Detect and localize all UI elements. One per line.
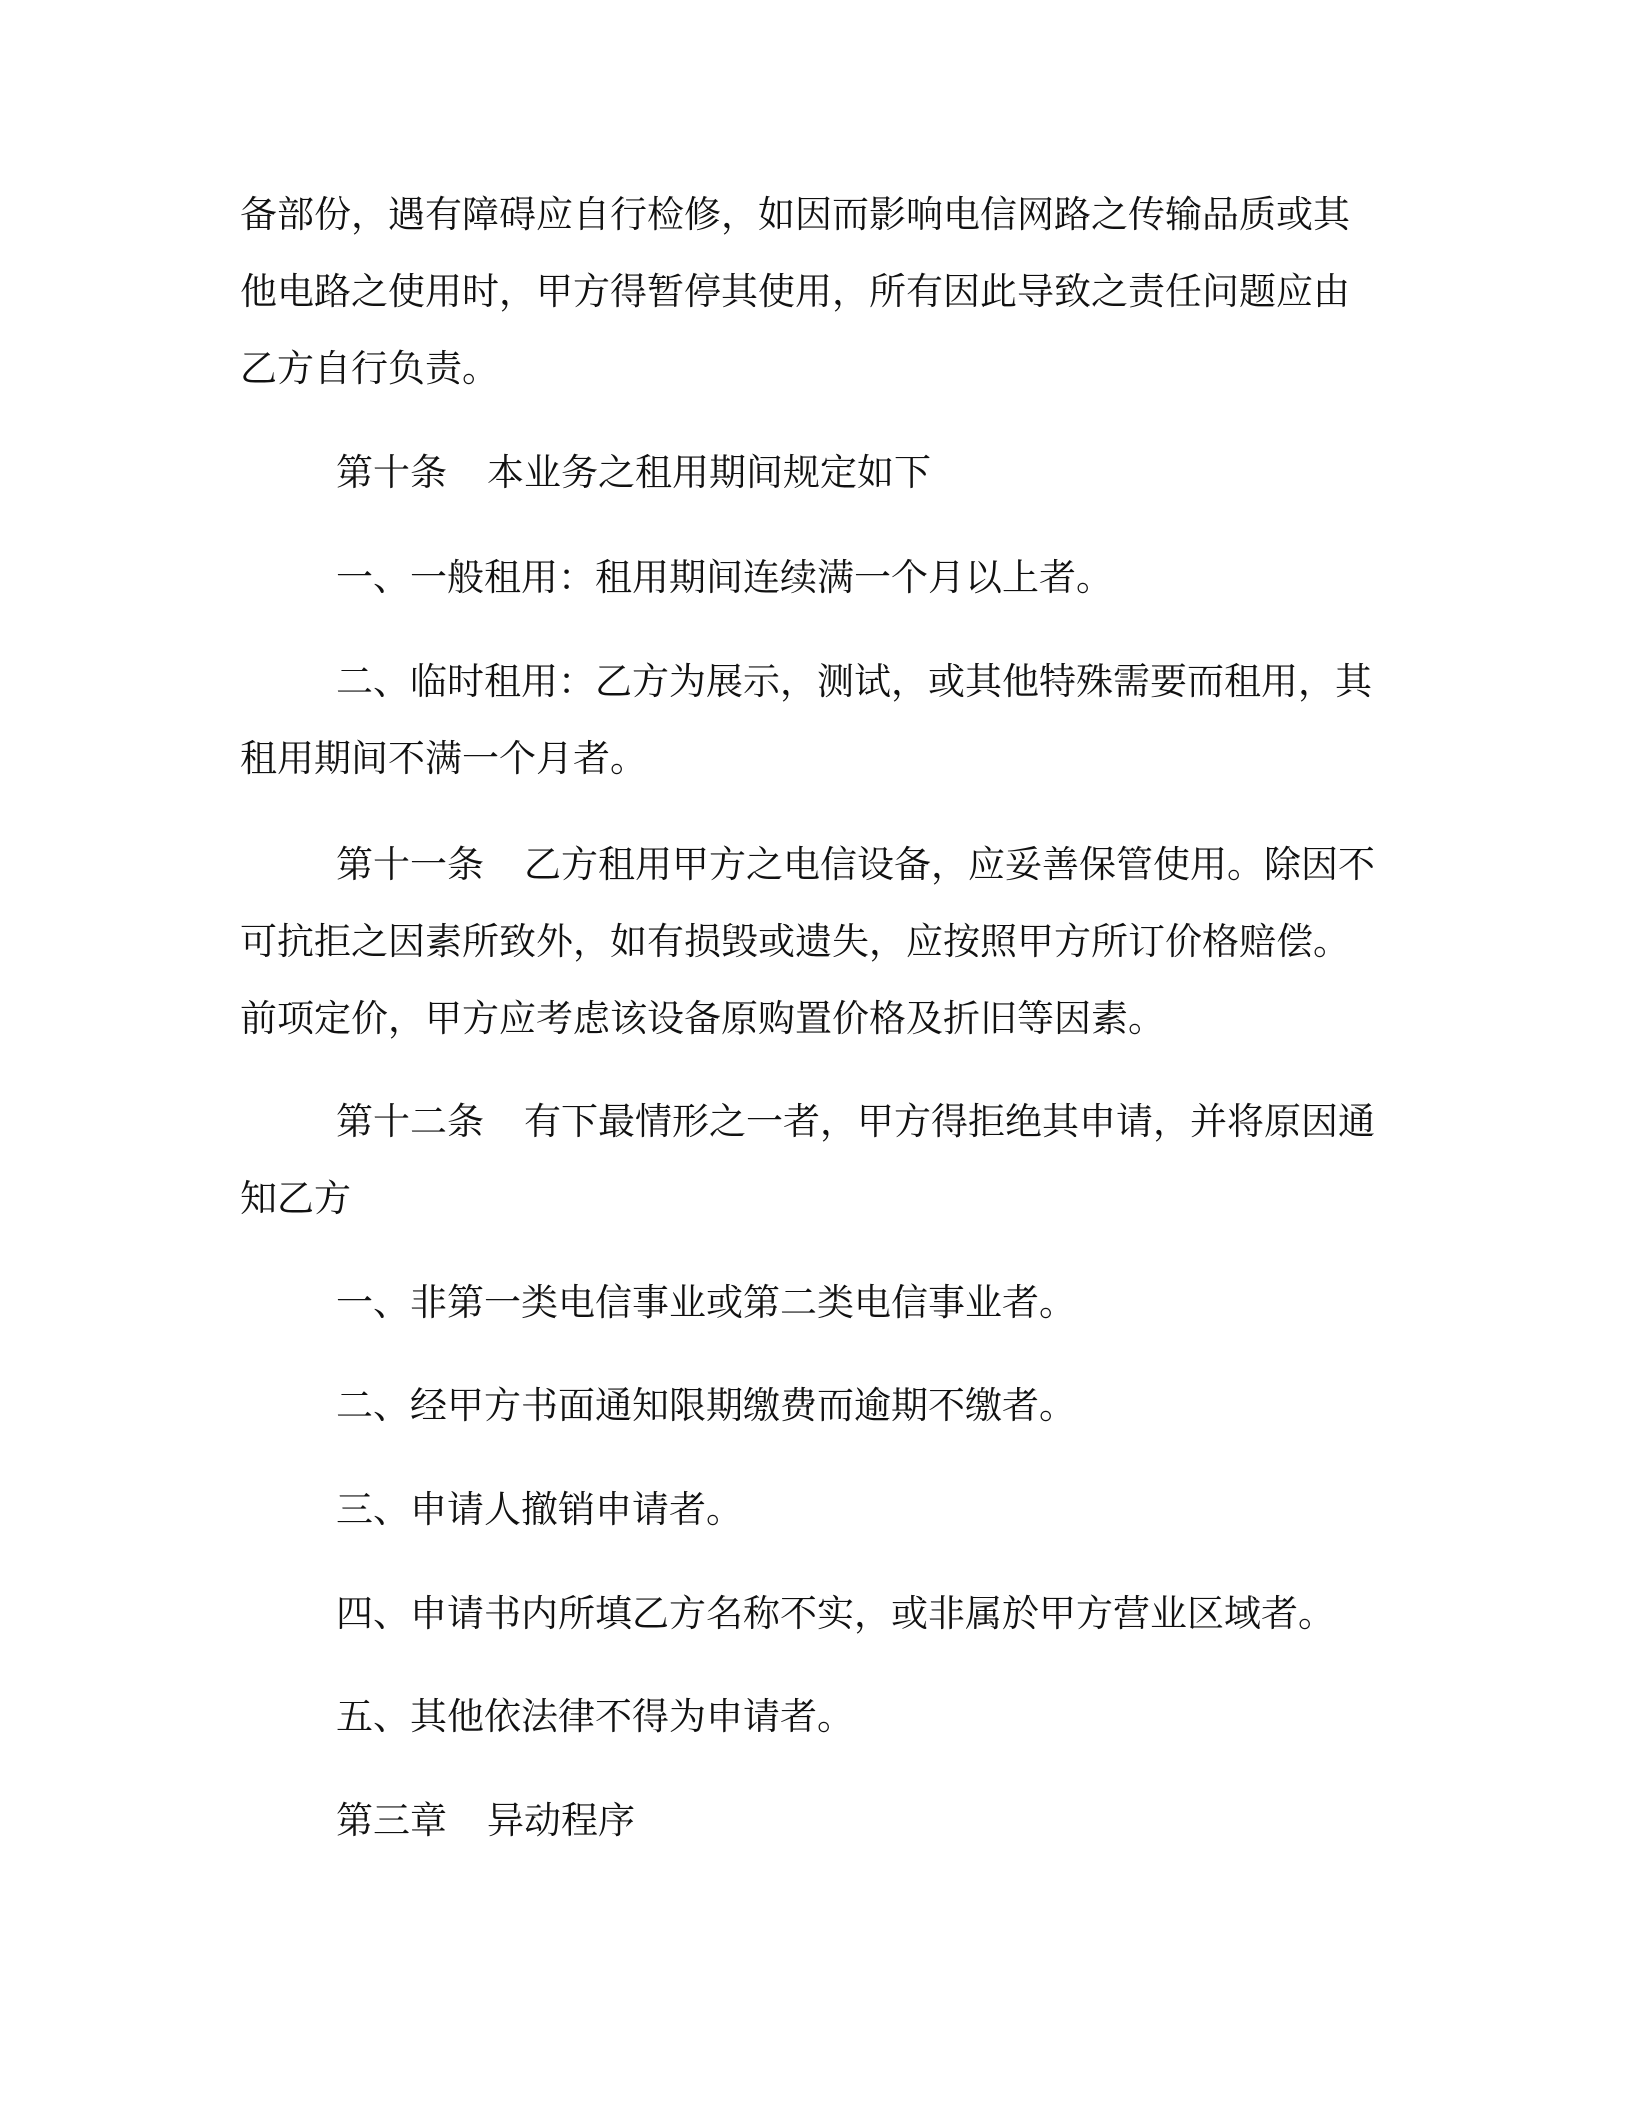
list-item: 二、临时租用：乙方为展示，测试，或其他特殊需要而租用，其 — [336, 660, 1372, 703]
article-10-item-1 — [240, 539, 1400, 616]
article-10-item-2 — [240, 643, 1400, 797]
article-12 — [240, 1083, 1400, 1237]
article-text: 本业务之租用期间规定如下 — [487, 451, 931, 494]
article-text: 乙方租用甲方之电信设备，应妥善保管使用。除因不 — [524, 843, 1375, 886]
chapter-3-heading — [240, 1782, 1400, 1859]
article-label: 第十条 — [336, 451, 447, 494]
article-label: 第十二条 — [336, 1100, 484, 1143]
text-line: 他电路之使用时，甲方得暂停其使用，所有因此导致之责任问题应由 — [240, 270, 1350, 313]
article-12-item-4 — [240, 1575, 1400, 1652]
article-12-item-3 — [240, 1471, 1400, 1548]
text-line: 知乙方 — [240, 1177, 351, 1220]
chapter-label: 第三章 — [336, 1799, 447, 1842]
article-12-item-2 — [240, 1367, 1400, 1444]
article-10-heading — [240, 434, 1400, 511]
article-label: 第十一条 — [336, 843, 484, 886]
list-item: 二、经甲方书面通知限期缴费而逾期不缴者。 — [336, 1384, 1076, 1427]
list-item: 五、其他依法律不得为申请者。 — [336, 1695, 854, 1738]
list-item: 四、申请书内所填乙方名称不实，或非属於甲方营业区域者。 — [336, 1592, 1335, 1635]
paragraph-continuation — [240, 176, 1400, 407]
article-text: 有下最情形之一者，甲方得拒绝其申请，并将原因通 — [524, 1100, 1375, 1143]
text-line: 可抗拒之因素所致外，如有损毁或遗失，应按照甲方所订价格赔偿。 — [240, 920, 1350, 963]
list-item: 三、申请人撤销申请者。 — [336, 1488, 743, 1531]
text-line: 租用期间不满一个月者。 — [240, 737, 647, 780]
article-12-item-1 — [240, 1264, 1400, 1341]
list-item: 一、非第一类电信事业或第二类电信事业者。 — [336, 1281, 1076, 1324]
chapter-title: 异动程序 — [487, 1799, 635, 1842]
text-line: 备部份，遇有障碍应自行检修，如因而影响电信网路之传输品质或其 — [240, 193, 1350, 236]
text-line: 前项定价，甲方应考虑该设备原购置价格及折旧等因素。 — [240, 997, 1165, 1040]
list-item: 一、一般租用：租用期间连续满一个月以上者。 — [336, 556, 1113, 599]
article-11 — [240, 826, 1400, 1057]
article-12-item-5 — [240, 1678, 1400, 1755]
text-line: 乙方自行负责。 — [240, 347, 499, 390]
